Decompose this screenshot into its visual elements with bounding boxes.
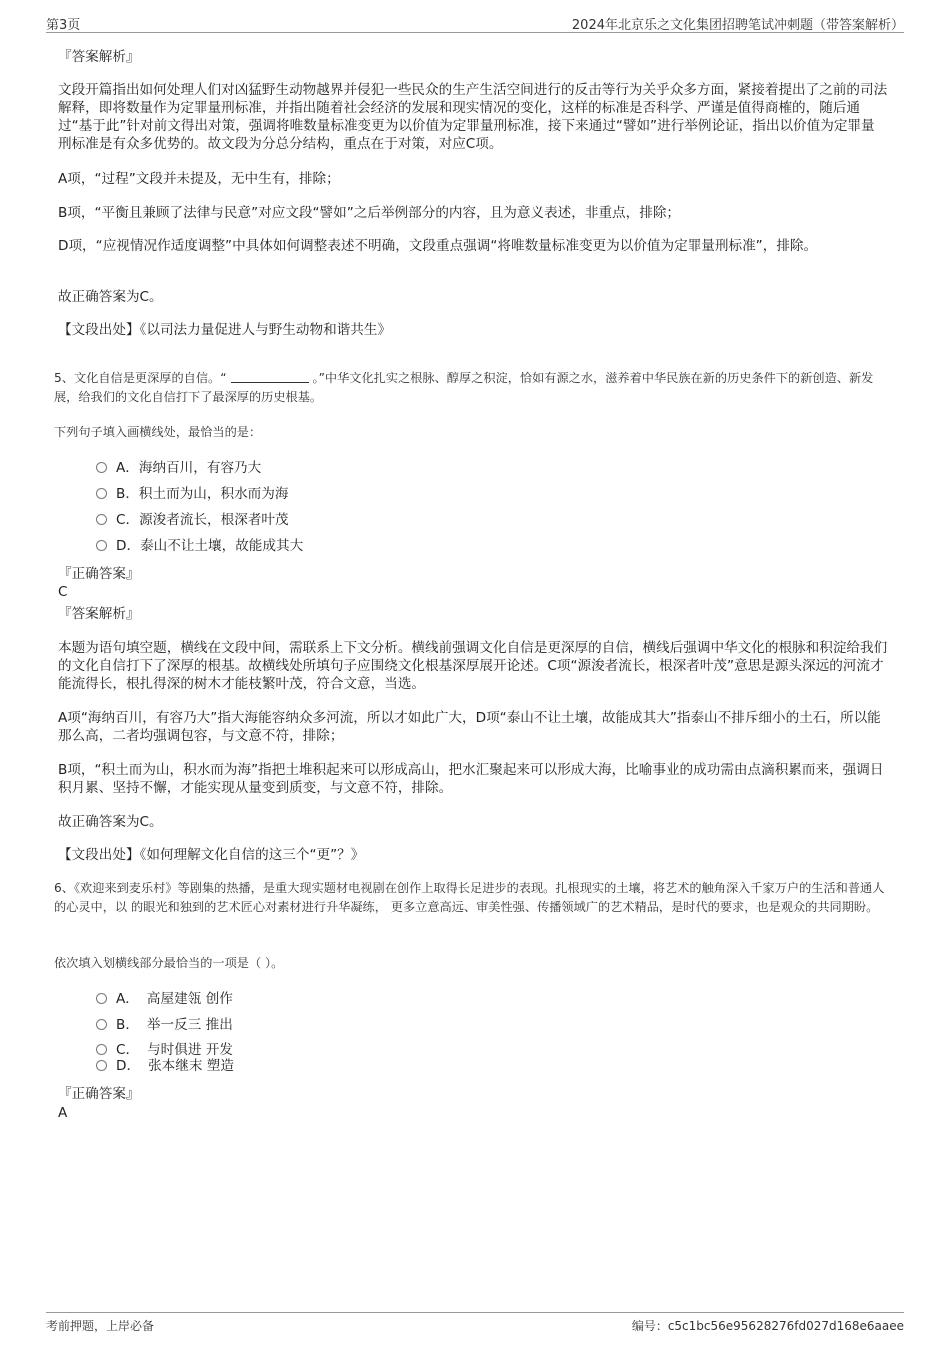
radio-button[interactable]: [96, 993, 107, 1004]
q5-analysis-title: 『答案解析』: [58, 606, 140, 622]
q5-stem-after: 。”中华文化扎实之根脉、醇厚之积淀，恰如有源之水，滋养着中华民族在新的历史条件下的新创造、新发展，给我们的文化自信打下了最深厚的历史根基。: [54, 371, 874, 404]
q5-analysis-options-ad: A项“海纳百川，有容乃大”指大海能容纳众多河流，所以才如此广大，D项“泰山不让土壤，故能成其大”指泰山不排斥细小的土石，所以能那么高，二者均强调包容，与文意不符，排除；: [58, 710, 881, 744]
option-letter: A．: [116, 460, 139, 476]
radio-button[interactable]: [96, 488, 107, 499]
option-letter: A．: [116, 991, 139, 1007]
option-letter: D．: [116, 1058, 141, 1074]
radio-button[interactable]: [96, 540, 107, 551]
option-letter: B．: [116, 486, 139, 502]
option-letter: C．: [116, 1042, 140, 1058]
q5-conclusion: 故正确答案为C。: [58, 814, 163, 830]
q5-stem-before: 5、文化自信是更深厚的自信。“: [54, 371, 227, 385]
q4-analysis-paragraph: 文段开篇指出如何处理人们对凶猛野生动物越界并侵犯一些民众的生产生活空间进行的反击等行为关乎众多方面，紧接着提出了之前的司法解释，即将数量作为定罪量刑标准，并指出随着社会经济的发展和现实情况的变化，这样的标准是否科学、严谨是值得商榷的，随后通过“基于此”针对前文得出对策，强调将唯数量标准变更为以价值为定罪量刑标准，接下来通过“譬如”进行举例论证，指出以价值为定罪量刑标准是有众多优势的。故文段为分总分结构，重点在于对策，对应C项。: [58, 82, 888, 152]
option-text: 张本继末 塑造: [148, 1058, 234, 1074]
q5-source: 【文段出处】《如何理解文化自信的这三个“更”？》: [58, 847, 365, 863]
q5-analysis-paragraph: 本题为语句填空题，横线在文段中间，需联系上下文分析。横线前强调文化自信是更深厚的自信，横线后强调中华文化的根脉和积淀给我们的文化自信打下了深厚的根基。故横线处所填句子应围绕文化根基深厚展开论述。C项“源浚者流长，根深者叶茂”意思是源头深远的河流才能流得长，根扎得深的树木才能枝繁叶茂，符合文意，当选。: [58, 640, 888, 692]
q5-option-d[interactable]: [96, 537, 303, 555]
q4-source: 【文段出处】《以司法力量促进人与野生动物和谐共生》: [58, 322, 392, 338]
q5-stem: [54, 369, 896, 407]
option-text: 源浚者流长，根深者叶茂: [139, 512, 289, 528]
option-letter: C．: [116, 512, 140, 528]
document-id: 编号：c5c1bc56e95628276fd027d168e6aaee: [631, 1319, 904, 1333]
page-footer: [46, 1312, 904, 1337]
radio-button[interactable]: [96, 462, 107, 473]
document-title: 2024年北京乐之文化集团招聘笔试冲刺题（带答案解析）: [571, 18, 904, 33]
q5-option-c[interactable]: [96, 511, 289, 529]
q6-answer-title: 『正确答案』: [58, 1086, 140, 1102]
option-text: 高屋建瓴 创作: [146, 991, 233, 1007]
q5-option-a[interactable]: [96, 459, 261, 477]
q6-option-b[interactable]: [96, 1016, 233, 1034]
q5-answer: C: [58, 584, 68, 600]
q6-stem: 6、《欢迎来到麦乐村》等剧集的热播，是重大现实题材电视剧在创作上取得长足进步的表现。扎根现实的土壤，将艺术的触角深入千家万户的生活和普通人的心灵中，以 的眼光和独到的艺术匠心对素材进行升华凝练， 更多立意高远、审美性强、传播领域广的艺术精品，是时代的要求，也是观众的共同期盼。: [54, 881, 885, 914]
page-header: [46, 12, 904, 33]
q5-analysis-option-b: B项，“积土而为山，积水而为海”指把土堆积起来可以形成高山，把水汇聚起来可以形成大海，比喻事业的成功需由点滴积累而来，强调日积月累、坚持不懈，才能实现从量变到质变，与文意不符，排除。: [58, 762, 884, 796]
option-letter: B．: [116, 1017, 139, 1033]
option-text: 举一反三 推出: [146, 1017, 233, 1033]
option-text: 海纳百川，有容乃大: [138, 460, 262, 476]
fill-blank: [231, 371, 309, 383]
q4-conclusion: 故正确答案为C。: [58, 289, 163, 305]
q4-analysis-option-d: D项，“应视情况作适度调整”中具体如何调整表述不明确，文段重点强调“将唯数量标准变更为以价值为定罪量刑标准”，排除。: [58, 238, 818, 254]
option-text: 泰山不让土壤，故能成其大: [140, 538, 304, 554]
q6-option-a[interactable]: [96, 990, 233, 1008]
radio-button[interactable]: [96, 1019, 107, 1030]
option-text: 与时俱进 开发: [147, 1042, 233, 1058]
radio-button[interactable]: [96, 1044, 107, 1055]
page-number: 第3页: [46, 18, 81, 33]
q4-analysis-title: 『答案解析』: [58, 49, 140, 65]
q4-analysis-option-b: B项，“平衡且兼顾了法律与民意”对应文段“譬如”之后举例部分的内容，且为意义表述，非重点，排除；: [58, 205, 681, 221]
radio-button[interactable]: [96, 1060, 107, 1071]
q6-option-d[interactable]: [96, 1057, 234, 1075]
q6-answer: A: [58, 1105, 68, 1121]
q5-option-b[interactable]: [96, 485, 288, 503]
footer-slogan: 考前押题，上岸必备: [46, 1319, 155, 1333]
q6-prompt: 依次填入划横线部分最恰当的一项是（ ）。: [54, 956, 284, 970]
option-text: 积土而为山，积水而为海: [138, 486, 289, 502]
q4-analysis-option-a: A项，“过程”文段并未提及，无中生有，排除；: [58, 171, 340, 187]
q5-prompt: 下列句子填入画横线处，最恰当的是：: [54, 425, 262, 439]
q5-answer-title: 『正确答案』: [58, 566, 140, 582]
option-letter: D．: [116, 538, 141, 554]
radio-button[interactable]: [96, 514, 107, 525]
